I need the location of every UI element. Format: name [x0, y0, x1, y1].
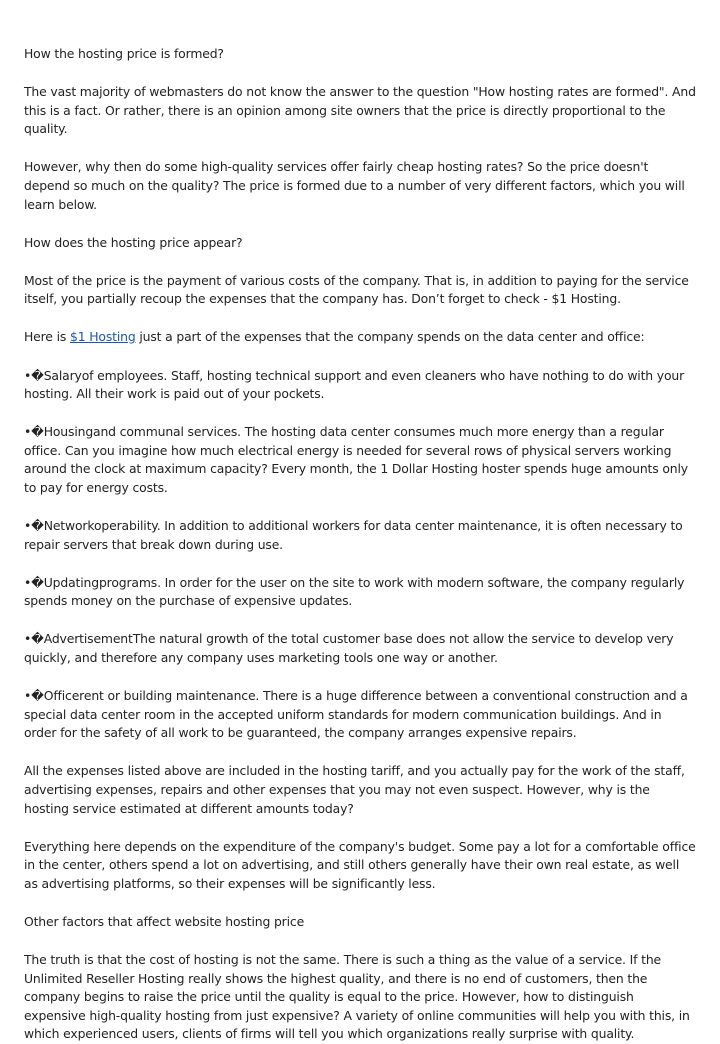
section-heading-other-factors: Other factors that affect website hosting price [24, 914, 305, 929]
hosting-link[interactable]: $1 Hosting [69, 329, 136, 345]
section-heading-price-appear: How does the hosting price appear? [24, 234, 243, 250]
list-item-network [24, 517, 696, 554]
list-item-office [24, 687, 696, 743]
list-item-network-lead: •�Network [24, 518, 94, 534]
paragraph-intro: The vast majority of webmasters do not know the answer to the question "How hosting rates are formed". And this is a fact. Or rather, there is an opinion among site owners that the price is directly proportional to the quality. [24, 84, 696, 137]
list-item-office-lead: •�Office [24, 688, 80, 704]
paragraph-expenses-included: All the expenses listed above are included in the hosting tariff, and you actually pay for the work of the staff, advertising expenses, repairs and other expenses that you may not even suspect. However, why is the hosting service estimated at different amounts today? [24, 763, 685, 816]
expenses-intro-before: Here is [24, 329, 70, 345]
list-item-housing-text: and communal services. The hosting data center consumes much more energy than a regular office. Can you imagine how much electrical energy is needed for several rows of physical servers working around the clock at maximum capacity? Every month, the 1 Dollar Hosting hoster spends huge amounts only to pay for energy costs. [24, 424, 688, 495]
list-item-updating-text: programs. In order for the user on the site to work with modern software, the company regularly spends money on the purchase of expensive updates. [24, 574, 685, 609]
list-item-office-text: rent or building maintenance. There is a huge difference between a conventional construction and a special data center room in the accepted uniform standards for modern communication buildings. And in order for the safety of all work to be guaranteed, the company arranges expensive repairs. [24, 688, 688, 741]
list-item-salary [24, 367, 696, 404]
list-item-updating [24, 574, 696, 611]
list-item-advertisement-text: The natural growth of the total customer base does not allow the service to develop very quickly, and therefore any company uses marketing tools one way or another. [24, 631, 674, 666]
expenses-intro-after: just a part of the expenses that the company spends on the data center and office: [135, 329, 645, 345]
list-item-network-text: operability. In addition to additional workers for data center maintenance, it is often necessary to repair servers that break down during use. [24, 518, 683, 552]
list-item-salary-text: of employees. Staff, hosting technical support and even cleaners who have nothing to do with your hosting. All their work is paid out of your pockets. [24, 367, 685, 402]
section-heading-price-formed: How the hosting price is formed? [24, 46, 224, 61]
list-item-advertisement-lead: •�Advertisement [24, 631, 133, 647]
list-item-housing [24, 423, 696, 497]
list-item-salary-lead: •�Salary [24, 367, 82, 383]
list-item-housing-lead: •�Housing [24, 424, 94, 440]
paragraph-expenses-intro [24, 328, 696, 347]
list-item-updating-lead: •�Updating [24, 574, 99, 590]
paragraph-cheap-rates: However, why then do some high-quality services offer fairly cheap hosting rates? So the price doesn't depend so much on the quality? The price is formed due to a number of very different factors, which you will learn below. [24, 159, 685, 212]
paragraph-budget: Everything here depends on the expenditure of the company's budget. Some pay a lot for a comfortable office in the center, others spend a lot on advertising, and still others generally have their own real estate, as well as advertising platforms, so their expenses will be significantly less. [24, 838, 696, 891]
paragraph-costs: Most of the price is the payment of various costs of the company. That is, in addition to paying for the service itself, you partially recoup the expenses that the company has. Don’t forget to check - $1 Hosting. [24, 272, 689, 307]
list-item-advertisement [24, 630, 696, 667]
paragraph-truth: The truth is that the cost of hosting is not the same. There is such a thing as the value of a service. If the Unlimited Reseller Hosting really shows the highest quality, and there is no end of customers, then the company begins to raise the price until the quality is equal to the price. However, how to distinguish expensive high-quality hosting from just expensive? A variety of online communities will help you with this, in which experienced users, clients of firms will tell you which organizations really surprise with quality. [24, 952, 690, 1042]
